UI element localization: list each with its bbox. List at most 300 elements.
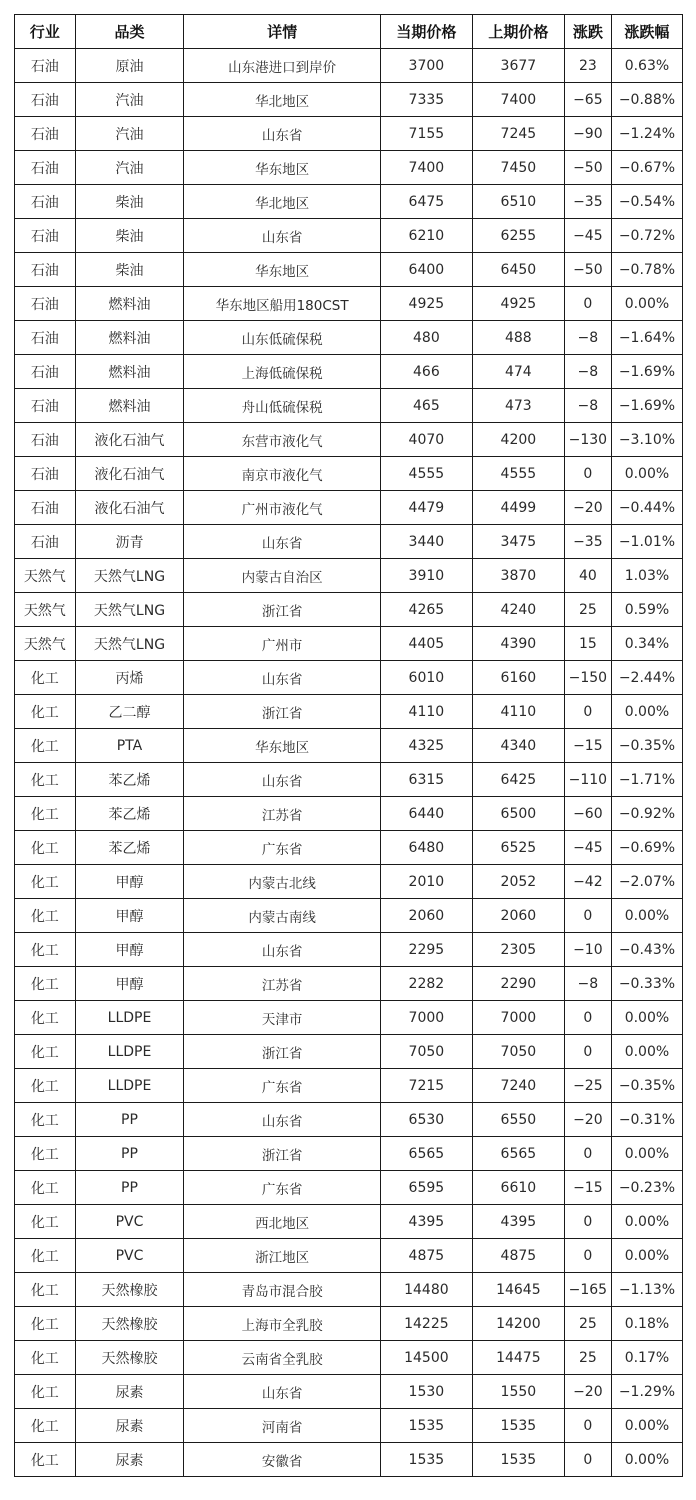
cell-change-percent: 0.63% — [611, 49, 682, 83]
header-previous-price: 上期价格 — [472, 15, 564, 49]
cell-change: −65 — [564, 83, 611, 117]
cell-detail: 安徽省 — [184, 1443, 381, 1477]
cell-industry: 石油 — [15, 117, 76, 151]
table-row — [15, 1341, 683, 1375]
cell-detail: 浙江省 — [184, 1137, 381, 1171]
cell-industry: 天然气 — [15, 627, 76, 661]
cell-industry: 石油 — [15, 321, 76, 355]
cell-previous-price: 2305 — [472, 933, 564, 967]
cell-current-price: 466 — [380, 355, 472, 389]
cell-current-price: 7400 — [380, 151, 472, 185]
cell-change: 23 — [564, 49, 611, 83]
table-row — [15, 83, 683, 117]
table-row — [15, 457, 683, 491]
cell-change-percent: 0.00% — [611, 1205, 682, 1239]
cell-category: 丙烯 — [75, 661, 184, 695]
table-row — [15, 967, 683, 1001]
cell-detail: 江苏省 — [184, 967, 381, 1001]
cell-detail: 浙江省 — [184, 1035, 381, 1069]
cell-industry: 石油 — [15, 423, 76, 457]
cell-previous-price: 2290 — [472, 967, 564, 1001]
cell-industry: 化工 — [15, 695, 76, 729]
cell-category: 汽油 — [75, 83, 184, 117]
cell-change: 0 — [564, 1035, 611, 1069]
cell-industry: 化工 — [15, 1443, 76, 1477]
table-row — [15, 729, 683, 763]
cell-current-price: 7155 — [380, 117, 472, 151]
cell-change-percent: 0.00% — [611, 1409, 682, 1443]
cell-category: 燃料油 — [75, 321, 184, 355]
cell-change: −35 — [564, 185, 611, 219]
cell-previous-price: 6450 — [472, 253, 564, 287]
cell-change-percent: 0.00% — [611, 1239, 682, 1273]
cell-previous-price: 4340 — [472, 729, 564, 763]
header-industry: 行业 — [15, 15, 76, 49]
cell-change-percent: 0.00% — [611, 1137, 682, 1171]
cell-industry: 化工 — [15, 967, 76, 1001]
cell-industry: 化工 — [15, 831, 76, 865]
table-row — [15, 49, 683, 83]
cell-industry: 化工 — [15, 763, 76, 797]
cell-change-percent: −2.07% — [611, 865, 682, 899]
cell-detail: 山东省 — [184, 1103, 381, 1137]
cell-current-price: 3440 — [380, 525, 472, 559]
cell-current-price: 3700 — [380, 49, 472, 83]
cell-category: 甲醇 — [75, 933, 184, 967]
cell-change: −8 — [564, 355, 611, 389]
cell-previous-price: 2052 — [472, 865, 564, 899]
cell-category: 苯乙烯 — [75, 763, 184, 797]
table-row — [15, 593, 683, 627]
cell-previous-price: 6160 — [472, 661, 564, 695]
cell-detail: 浙江省 — [184, 593, 381, 627]
cell-change: −20 — [564, 1375, 611, 1409]
cell-previous-price: 4499 — [472, 491, 564, 525]
table-row — [15, 1171, 683, 1205]
cell-detail: 山东省 — [184, 661, 381, 695]
cell-detail: 内蒙古自治区 — [184, 559, 381, 593]
cell-industry: 石油 — [15, 83, 76, 117]
cell-previous-price: 4925 — [472, 287, 564, 321]
cell-industry: 化工 — [15, 865, 76, 899]
cell-current-price: 4875 — [380, 1239, 472, 1273]
cell-current-price: 4925 — [380, 287, 472, 321]
cell-detail: 内蒙古北线 — [184, 865, 381, 899]
table-row — [15, 1035, 683, 1069]
table-header — [15, 15, 683, 49]
cell-detail: 华东地区 — [184, 253, 381, 287]
cell-category: 天然气LNG — [75, 627, 184, 661]
cell-previous-price: 1535 — [472, 1443, 564, 1477]
cell-detail: 青岛市混合胶 — [184, 1273, 381, 1307]
cell-change-percent: −1.13% — [611, 1273, 682, 1307]
cell-change: 0 — [564, 1205, 611, 1239]
table-row — [15, 1307, 683, 1341]
cell-current-price: 4325 — [380, 729, 472, 763]
cell-industry: 化工 — [15, 1375, 76, 1409]
cell-industry: 化工 — [15, 1205, 76, 1239]
cell-change-percent: −1.69% — [611, 355, 682, 389]
cell-current-price: 4555 — [380, 457, 472, 491]
cell-industry: 化工 — [15, 899, 76, 933]
cell-previous-price: 7050 — [472, 1035, 564, 1069]
table-row — [15, 1375, 683, 1409]
cell-change: −15 — [564, 1171, 611, 1205]
cell-previous-price: 7450 — [472, 151, 564, 185]
cell-change: −8 — [564, 321, 611, 355]
header-change-percent: 涨跌幅 — [611, 15, 682, 49]
cell-change-percent: 0.00% — [611, 1035, 682, 1069]
cell-detail: 东营市液化气 — [184, 423, 381, 457]
cell-previous-price: 473 — [472, 389, 564, 423]
cell-current-price: 7335 — [380, 83, 472, 117]
cell-previous-price: 6565 — [472, 1137, 564, 1171]
table-body — [15, 49, 683, 1477]
cell-detail: 上海市全乳胶 — [184, 1307, 381, 1341]
table-row — [15, 763, 683, 797]
cell-previous-price: 6550 — [472, 1103, 564, 1137]
cell-category: 甲醇 — [75, 899, 184, 933]
cell-current-price: 14225 — [380, 1307, 472, 1341]
cell-category: 甲醇 — [75, 865, 184, 899]
cell-change: −45 — [564, 831, 611, 865]
cell-detail: 广东省 — [184, 831, 381, 865]
cell-previous-price: 3870 — [472, 559, 564, 593]
cell-category: 天然气LNG — [75, 593, 184, 627]
cell-change: −110 — [564, 763, 611, 797]
cell-current-price: 7215 — [380, 1069, 472, 1103]
cell-category: PP — [75, 1137, 184, 1171]
cell-current-price: 1530 — [380, 1375, 472, 1409]
cell-change: −35 — [564, 525, 611, 559]
cell-current-price: 4479 — [380, 491, 472, 525]
cell-industry: 石油 — [15, 219, 76, 253]
cell-change-percent: −0.35% — [611, 1069, 682, 1103]
cell-change-percent: −2.44% — [611, 661, 682, 695]
cell-change: 0 — [564, 695, 611, 729]
cell-previous-price: 3475 — [472, 525, 564, 559]
cell-previous-price: 1550 — [472, 1375, 564, 1409]
cell-current-price: 7050 — [380, 1035, 472, 1069]
cell-change: 0 — [564, 1001, 611, 1035]
cell-category: 汽油 — [75, 117, 184, 151]
cell-change-percent: −0.35% — [611, 729, 682, 763]
cell-change: −15 — [564, 729, 611, 763]
cell-detail: 山东低硫保税 — [184, 321, 381, 355]
cell-category: 柴油 — [75, 219, 184, 253]
cell-current-price: 6595 — [380, 1171, 472, 1205]
cell-industry: 化工 — [15, 797, 76, 831]
cell-detail: 广州市 — [184, 627, 381, 661]
cell-change: 0 — [564, 1443, 611, 1477]
cell-category: LLDPE — [75, 1001, 184, 1035]
cell-detail: 山东港进口到岸价 — [184, 49, 381, 83]
cell-category: 尿素 — [75, 1443, 184, 1477]
cell-change: 25 — [564, 593, 611, 627]
cell-previous-price: 4200 — [472, 423, 564, 457]
cell-industry: 石油 — [15, 525, 76, 559]
cell-change: −50 — [564, 151, 611, 185]
cell-change-percent: −0.44% — [611, 491, 682, 525]
cell-industry: 化工 — [15, 1409, 76, 1443]
cell-category: 柴油 — [75, 185, 184, 219]
cell-current-price: 6475 — [380, 185, 472, 219]
cell-category: PP — [75, 1103, 184, 1137]
cell-change: −20 — [564, 1103, 611, 1137]
cell-detail: 江苏省 — [184, 797, 381, 831]
header-category: 品类 — [75, 15, 184, 49]
cell-change: −90 — [564, 117, 611, 151]
cell-change-percent: −1.64% — [611, 321, 682, 355]
cell-change: −8 — [564, 967, 611, 1001]
cell-change-percent: −0.23% — [611, 1171, 682, 1205]
cell-change-percent: 0.00% — [611, 287, 682, 321]
table-row — [15, 185, 683, 219]
cell-previous-price: 3677 — [472, 49, 564, 83]
cell-change-percent: −3.10% — [611, 423, 682, 457]
cell-change: 0 — [564, 1239, 611, 1273]
cell-previous-price: 14200 — [472, 1307, 564, 1341]
table-row — [15, 117, 683, 151]
header-change: 涨跌 — [564, 15, 611, 49]
cell-current-price: 14500 — [380, 1341, 472, 1375]
cell-change: −45 — [564, 219, 611, 253]
cell-current-price: 4265 — [380, 593, 472, 627]
cell-change: −8 — [564, 389, 611, 423]
cell-current-price: 14480 — [380, 1273, 472, 1307]
cell-category: LLDPE — [75, 1035, 184, 1069]
cell-change: −130 — [564, 423, 611, 457]
cell-current-price: 6480 — [380, 831, 472, 865]
table-row — [15, 627, 683, 661]
cell-change-percent: −0.54% — [611, 185, 682, 219]
cell-industry: 石油 — [15, 151, 76, 185]
cell-current-price: 1535 — [380, 1443, 472, 1477]
table-row — [15, 525, 683, 559]
cell-change-percent: 1.03% — [611, 559, 682, 593]
cell-change-percent: −0.72% — [611, 219, 682, 253]
table-row — [15, 355, 683, 389]
cell-category: 甲醇 — [75, 967, 184, 1001]
cell-change-percent: −1.71% — [611, 763, 682, 797]
cell-current-price: 2060 — [380, 899, 472, 933]
cell-current-price: 4395 — [380, 1205, 472, 1239]
cell-industry: 化工 — [15, 933, 76, 967]
cell-previous-price: 4395 — [472, 1205, 564, 1239]
cell-detail: 华东地区 — [184, 151, 381, 185]
cell-change: −60 — [564, 797, 611, 831]
cell-category: PVC — [75, 1205, 184, 1239]
cell-category: 乙二醇 — [75, 695, 184, 729]
cell-industry: 化工 — [15, 1137, 76, 1171]
table-row — [15, 389, 683, 423]
cell-previous-price: 6500 — [472, 797, 564, 831]
cell-current-price: 1535 — [380, 1409, 472, 1443]
cell-previous-price: 14475 — [472, 1341, 564, 1375]
cell-previous-price: 6425 — [472, 763, 564, 797]
cell-change: −42 — [564, 865, 611, 899]
cell-previous-price: 2060 — [472, 899, 564, 933]
cell-detail: 广东省 — [184, 1069, 381, 1103]
cell-industry: 化工 — [15, 1273, 76, 1307]
cell-category: 燃料油 — [75, 389, 184, 423]
cell-change-percent: 0.34% — [611, 627, 682, 661]
header-current-price: 当期价格 — [380, 15, 472, 49]
cell-current-price: 6400 — [380, 253, 472, 287]
cell-detail: 浙江地区 — [184, 1239, 381, 1273]
cell-change-percent: −1.69% — [611, 389, 682, 423]
table-row — [15, 1103, 683, 1137]
cell-detail: 华东地区船用180CST — [184, 287, 381, 321]
cell-current-price: 7000 — [380, 1001, 472, 1035]
cell-previous-price: 4110 — [472, 695, 564, 729]
cell-detail: 山东省 — [184, 525, 381, 559]
cell-category: 天然橡胶 — [75, 1307, 184, 1341]
table-row — [15, 219, 683, 253]
cell-detail: 浙江省 — [184, 695, 381, 729]
cell-change-percent: −1.29% — [611, 1375, 682, 1409]
cell-previous-price: 4875 — [472, 1239, 564, 1273]
cell-current-price: 3910 — [380, 559, 472, 593]
cell-previous-price: 6610 — [472, 1171, 564, 1205]
cell-change-percent: −0.43% — [611, 933, 682, 967]
cell-change: −165 — [564, 1273, 611, 1307]
cell-change: 0 — [564, 1409, 611, 1443]
cell-category: 沥青 — [75, 525, 184, 559]
cell-change-percent: 0.00% — [611, 457, 682, 491]
table-row — [15, 1137, 683, 1171]
cell-change: −10 — [564, 933, 611, 967]
table-row — [15, 287, 683, 321]
cell-category: 苯乙烯 — [75, 797, 184, 831]
cell-detail: 广东省 — [184, 1171, 381, 1205]
cell-change: 25 — [564, 1307, 611, 1341]
cell-industry: 化工 — [15, 1001, 76, 1035]
cell-category: LLDPE — [75, 1069, 184, 1103]
table-row — [15, 797, 683, 831]
cell-current-price: 480 — [380, 321, 472, 355]
cell-industry: 化工 — [15, 1239, 76, 1273]
table-row — [15, 491, 683, 525]
cell-industry: 石油 — [15, 253, 76, 287]
cell-change-percent: 0.00% — [611, 1001, 682, 1035]
cell-current-price: 6565 — [380, 1137, 472, 1171]
cell-previous-price: 6255 — [472, 219, 564, 253]
cell-category: 天然橡胶 — [75, 1341, 184, 1375]
cell-category: 燃料油 — [75, 287, 184, 321]
cell-detail: 天津市 — [184, 1001, 381, 1035]
table-row — [15, 321, 683, 355]
cell-change-percent: −0.92% — [611, 797, 682, 831]
cell-change: 0 — [564, 457, 611, 491]
cell-detail: 广州市液化气 — [184, 491, 381, 525]
table-row — [15, 1273, 683, 1307]
cell-change: −20 — [564, 491, 611, 525]
cell-change-percent: −0.78% — [611, 253, 682, 287]
cell-detail: 河南省 — [184, 1409, 381, 1443]
cell-previous-price: 4555 — [472, 457, 564, 491]
table-row — [15, 1239, 683, 1273]
cell-change-percent: 0.59% — [611, 593, 682, 627]
commodity-price-table — [14, 14, 683, 1477]
cell-industry: 化工 — [15, 1171, 76, 1205]
cell-category: 液化石油气 — [75, 423, 184, 457]
cell-detail: 山东省 — [184, 1375, 381, 1409]
cell-current-price: 6210 — [380, 219, 472, 253]
cell-current-price: 4070 — [380, 423, 472, 457]
cell-change-percent: −1.01% — [611, 525, 682, 559]
cell-detail: 山东省 — [184, 933, 381, 967]
cell-industry: 石油 — [15, 389, 76, 423]
cell-previous-price: 6525 — [472, 831, 564, 865]
cell-category: 液化石油气 — [75, 491, 184, 525]
table-row — [15, 1443, 683, 1477]
cell-detail: 南京市液化气 — [184, 457, 381, 491]
table-row — [15, 1001, 683, 1035]
cell-change-percent: −1.24% — [611, 117, 682, 151]
cell-detail: 华北地区 — [184, 83, 381, 117]
table-row — [15, 695, 683, 729]
cell-change-percent: 0.00% — [611, 1443, 682, 1477]
cell-category: 苯乙烯 — [75, 831, 184, 865]
table-row — [15, 1409, 683, 1443]
cell-previous-price: 6510 — [472, 185, 564, 219]
cell-industry: 石油 — [15, 355, 76, 389]
table-row — [15, 1069, 683, 1103]
cell-previous-price: 7000 — [472, 1001, 564, 1035]
table-row — [15, 831, 683, 865]
cell-category: 液化石油气 — [75, 457, 184, 491]
header-detail: 详情 — [184, 15, 381, 49]
cell-change: −50 — [564, 253, 611, 287]
cell-industry: 石油 — [15, 457, 76, 491]
cell-detail: 山东省 — [184, 763, 381, 797]
cell-current-price: 4110 — [380, 695, 472, 729]
cell-change-percent: −0.31% — [611, 1103, 682, 1137]
cell-change: 15 — [564, 627, 611, 661]
cell-change-percent: 0.00% — [611, 899, 682, 933]
cell-change-percent: −0.88% — [611, 83, 682, 117]
cell-change-percent: 0.00% — [611, 695, 682, 729]
cell-detail: 华东地区 — [184, 729, 381, 763]
cell-change-percent: −0.69% — [611, 831, 682, 865]
price-table-container — [14, 14, 683, 1477]
cell-detail: 西北地区 — [184, 1205, 381, 1239]
table-row — [15, 865, 683, 899]
cell-current-price: 6010 — [380, 661, 472, 695]
cell-previous-price: 1535 — [472, 1409, 564, 1443]
cell-change-percent: 0.18% — [611, 1307, 682, 1341]
cell-category: 汽油 — [75, 151, 184, 185]
cell-industry: 化工 — [15, 729, 76, 763]
cell-previous-price: 7245 — [472, 117, 564, 151]
cell-industry: 天然气 — [15, 593, 76, 627]
table-row — [15, 933, 683, 967]
cell-previous-price: 474 — [472, 355, 564, 389]
cell-change: 25 — [564, 1341, 611, 1375]
table-row — [15, 559, 683, 593]
cell-current-price: 2295 — [380, 933, 472, 967]
cell-change: 0 — [564, 1137, 611, 1171]
cell-previous-price: 7240 — [472, 1069, 564, 1103]
cell-detail: 内蒙古南线 — [184, 899, 381, 933]
cell-industry: 化工 — [15, 1035, 76, 1069]
cell-industry: 化工 — [15, 1307, 76, 1341]
cell-current-price: 6530 — [380, 1103, 472, 1137]
cell-detail: 华北地区 — [184, 185, 381, 219]
cell-category: 天然橡胶 — [75, 1273, 184, 1307]
cell-change: −150 — [564, 661, 611, 695]
